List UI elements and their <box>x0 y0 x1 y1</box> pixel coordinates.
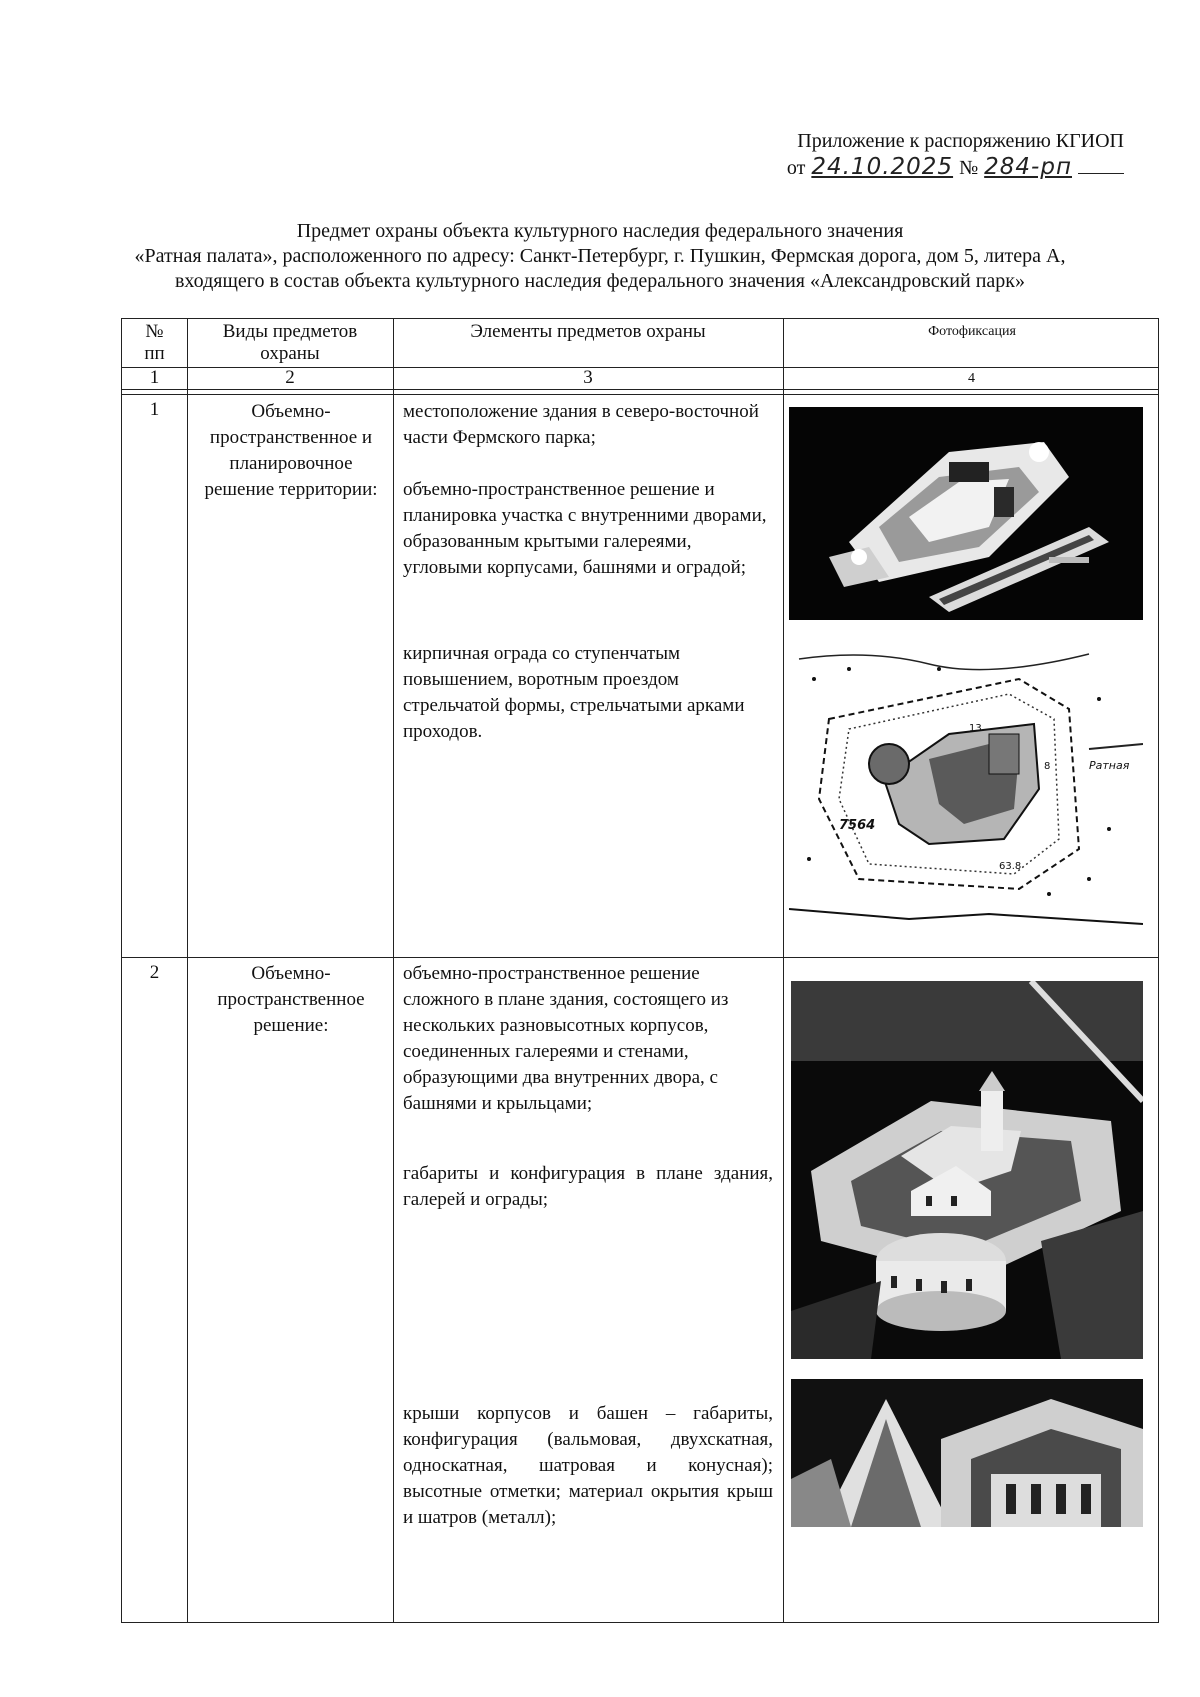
row1-type: Объемно-пространственное и планировочное решение территории: <box>204 401 378 500</box>
row1-element-1: местоположение здания в северо-восточной части Фермского парка; <box>403 401 759 448</box>
number-label: № <box>959 157 979 179</box>
title-line-1: Предмет охраны объекта культурного наследия федерального значения <box>296 220 904 242</box>
title-line-3: входящего в состав объекта культурного наследия федерального значения «Александровский парк» <box>174 270 1025 292</box>
map-label-8: 8 <box>1044 761 1051 772</box>
row2-element-1: объемно-пространственное решение сложного в плане здания, состоящего из нескольких разновысотных корпусов, соединенных галереями и стенами, образующими два внутренних двора, с башнями и крыльцами; <box>403 963 729 1114</box>
aerial-photo-building <box>791 981 1143 1359</box>
map-label-elev: 63.8 <box>999 861 1022 872</box>
map-label-13: 13 <box>969 723 982 734</box>
from-label: от <box>786 157 806 179</box>
appendix-title: Приложение к распоряжению КГИОП <box>797 130 1124 152</box>
header-type: Виды предметов охраны <box>222 321 358 364</box>
header-number <box>122 321 187 365</box>
blank-underline <box>1078 155 1124 174</box>
row1-element-3: кирпичная ограда со ступенчатым повышением, воротным проездом стрельчатой формы, стрельчатыми арками проходов. <box>403 643 745 742</box>
handwritten-number: 284-рп <box>984 154 1072 180</box>
map-label-parcel: 7564 <box>839 818 876 833</box>
row-divider <box>122 957 1158 958</box>
row1-element-2: объемно-пространственное решение и планировка участка с внутренними дворами, образованным крытыми галереями, угловыми корпусами, башнями и оградой; <box>403 479 767 578</box>
row2-type: Объемно-пространственное решение: <box>217 963 365 1036</box>
title-line-2: «Ратная палата», расположенного по адресу: Санкт-Петербург, г. Пушкин, Фермская дорога, дом 5, литера А, <box>134 245 1066 267</box>
header-photo: Фотофиксация <box>928 324 1016 339</box>
handwritten-date: 24.10.2025 <box>811 154 954 180</box>
column-divider <box>393 319 394 1622</box>
site-plan-map <box>789 639 1143 929</box>
row2-element-3: крыши корпусов и башен – габариты, конфигурация (вальмовая, двухскатная, односкатная, шатровая и конусная); высотные отметки; материал окрытия крыш и шатров (металл); <box>403 1403 773 1528</box>
column-divider <box>783 319 784 1622</box>
column-divider <box>187 319 188 1622</box>
row2-number: 2 <box>149 962 160 983</box>
roofs-photo <box>791 1379 1143 1527</box>
column-number-3: 3 <box>583 367 593 388</box>
row1-number: 1 <box>149 399 160 420</box>
row-divider <box>122 389 1158 390</box>
row2-element-2: габариты и конфигурация в плане здания, галерей и ограды; <box>403 1163 773 1210</box>
header-number-line2: пп <box>144 343 165 364</box>
appendix-date-number <box>787 154 1124 181</box>
aerial-photo-1 <box>789 407 1143 620</box>
row-divider <box>122 394 1158 395</box>
header-number-line1: № <box>145 321 164 342</box>
protection-table <box>121 318 1159 1623</box>
column-number-2: 2 <box>285 367 295 388</box>
document-title <box>60 219 1140 294</box>
header-elements: Элементы предметов охраны <box>470 321 706 342</box>
column-number-1: 1 <box>149 367 160 388</box>
appendix-block <box>787 128 1124 181</box>
column-number-4: 4 <box>968 371 975 386</box>
map-label-street: Ратная <box>1089 759 1130 772</box>
